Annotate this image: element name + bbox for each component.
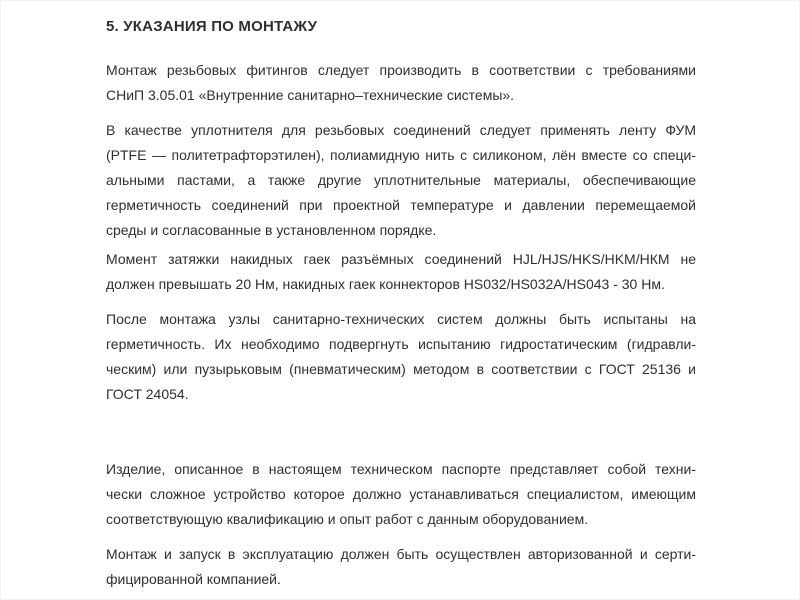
text-line: ческим) или пузырьковым (пневматическим) методом в соответствии с ГОСТ 25136 и [106,361,696,377]
paragraph [106,247,696,297]
text-line: ГОСТ 24054. [106,386,189,402]
paragraph [106,118,696,243]
paragraph [106,542,696,592]
text-line: СНиП 3.05.01 «Внутренние санитарно–технические системы». [106,87,515,103]
text-line: Изделие, описанное в настоящем техническом паспорте представляет собой техни- [106,461,696,477]
text-line: (PTFE — политетрафторэтилен), полиамидную нить с силиконом, лён вместе со специ- [106,147,696,163]
text-line: После монтажа узлы санитарно-технических систем должны быть испытаны на [106,311,696,327]
text-line: должен превышать 20 Нм, накидных гаек коннекторов HS032/HS032A/HS043 - 30 Нм. [106,276,665,292]
text-line: В качестве уплотнителя для резьбовых соединений следует применять ленту ФУМ [106,122,696,138]
paragraph [106,457,696,532]
text-line: герметичность. Их необходимо подвергнуть испытанию гидростатическим (гидравли- [106,336,696,352]
text-line: среды и согласованные в установленном порядке. [106,222,437,238]
section-heading: 5. УКАЗАНИЯ ПО МОНТАЖУ [106,18,318,35]
paragraph [106,307,696,407]
text-line: герметичность соединений при проектной температуре и давлении перемещаемой [106,197,696,213]
paragraph [106,58,696,108]
text-line: Момент затяжки накидных гаек разъёмных соединений HJL/HJS/HKS/HKM/НКМ не [106,251,696,267]
text-line: фицированной компанией. [106,571,281,587]
text-line: соответствующую квалификацию и опыт работ с данным оборудованием. [106,511,589,527]
text-line: Монтаж резьбовых фитингов следует производить в соответствии с требованиями [106,62,696,78]
text-line: чески сложное устройство которое должно устанавливаться специалистом, имеющим [106,486,696,502]
document-body [106,58,696,592]
text-line: Монтаж и запуск в эксплуатацию должен быть осуществлен авторизованной и серти- [106,546,696,562]
text-line: альными пастами, а также другие уплотнительные материалы, обеспечивающие [106,172,696,188]
